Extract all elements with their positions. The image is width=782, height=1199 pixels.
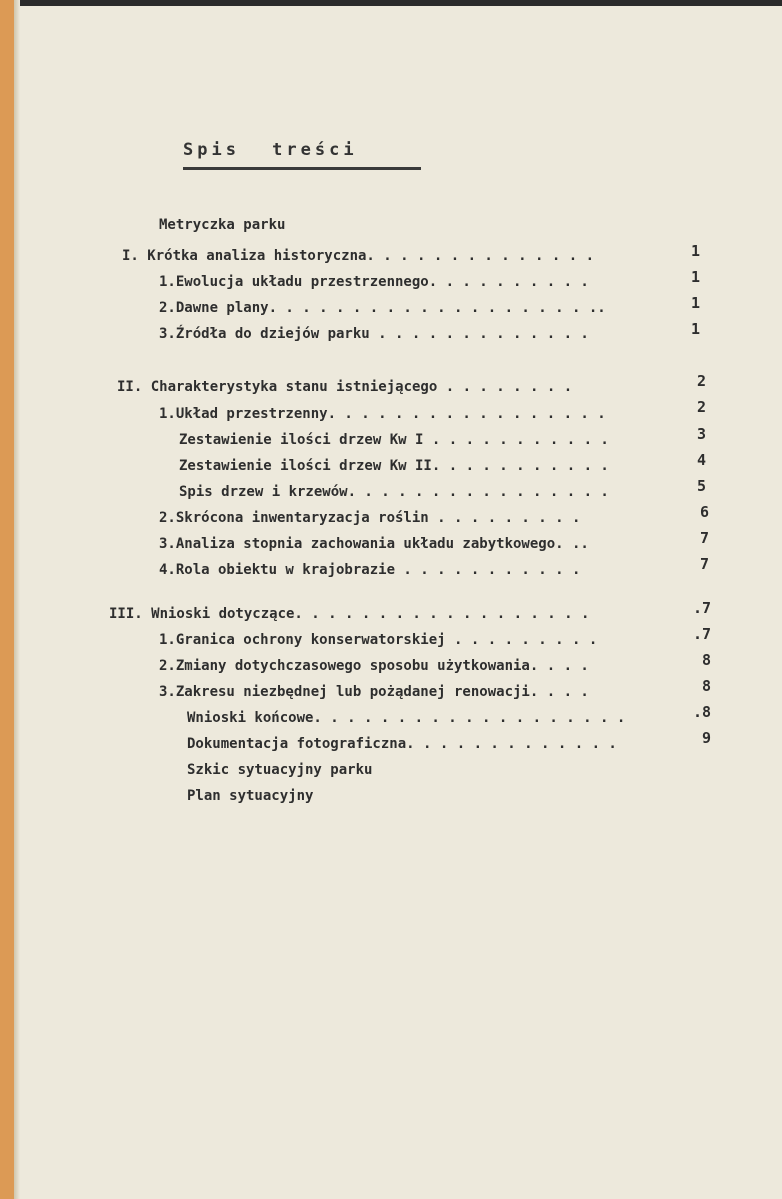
- toc-entry-15: 2.Zmiany dotychczasowego sposobu użytkowania. . . .: [159, 658, 589, 674]
- toc-entry-9: Spis drzew i krzewów. . . . . . . . . . . . . . . .: [179, 484, 609, 500]
- toc-page-9: 5: [696, 477, 706, 495]
- toc-page-3: 1: [690, 294, 700, 312]
- toc-entry-19: Szkic sytuacyjny parku: [187, 762, 373, 778]
- toc-entry-10: 2.Skrócona inwentaryzacja roślin . . . . . . . . .: [159, 510, 581, 526]
- toc-entry-11: 3.Analiza stopnia zachowania układu zabytkowego. ..: [159, 536, 589, 552]
- toc-page-18: 9: [701, 729, 711, 747]
- toc-page-14: .7: [692, 625, 711, 643]
- binding-edge: [0, 0, 14, 1199]
- toc-entry-2: 1.Ewolucja układu przestrzennego. . . . . . . . . .: [159, 274, 589, 290]
- toc-page-1: 1: [690, 242, 700, 260]
- toc-entry-3: 2.Dawne plany. . . . . . . . . . . . . . . . . . . ..: [159, 300, 606, 316]
- toc-entry-13: III. Wnioski dotyczące. . . . . . . . . . . . . . . . . .: [109, 606, 590, 622]
- toc-entry-14: 1.Granica ochrony konserwatorskiej . . . . . . . . .: [159, 632, 598, 648]
- toc-page-11: 7: [699, 529, 709, 547]
- toc-page-4: 1: [690, 320, 700, 338]
- toc-page-2: 1: [690, 268, 700, 286]
- toc-page-5: 2: [696, 372, 706, 390]
- toc-page-17: .8: [692, 703, 711, 721]
- binding-shadow: [14, 0, 20, 1199]
- toc-entry-6: 1.Układ przestrzenny. . . . . . . . . . . . . . . . .: [159, 406, 606, 422]
- toc-page-16: 8: [701, 677, 711, 695]
- toc-entry-16: 3.Zakresu niezbędnej lub pożądanej renowacji. . . .: [159, 684, 589, 700]
- title-underline: [183, 167, 421, 170]
- toc-entry-17: Wnioski końcowe. . . . . . . . . . . . . . . . . . .: [187, 710, 626, 726]
- toc-entry-20: Plan sytuacyjny: [187, 788, 314, 804]
- toc-entry-4: 3.Źródła do dziejów parku . . . . . . . . . . . . .: [159, 326, 589, 342]
- toc-page-13: .7: [692, 599, 711, 617]
- page-top-edge: [0, 0, 782, 6]
- toc-entry-18: Dokumentacja fotograficzna. . . . . . . . . . . . .: [187, 736, 617, 752]
- page-title: Spis treści: [183, 140, 358, 160]
- toc-page-8: 4: [696, 451, 706, 469]
- metryczka-entry: Metryczka parku: [159, 217, 286, 233]
- toc-entry-8: Zestawienie ilości drzew Kw II. . . . . . . . . . .: [179, 458, 609, 474]
- toc-page-15: 8: [701, 651, 711, 669]
- toc-entry-12: 4.Rola obiektu w krajobrazie . . . . . . . . . . .: [159, 562, 581, 578]
- toc-page-10: 6: [699, 503, 709, 521]
- toc-entry-1: I. Krótka analiza historyczna. . . . . . . . . . . . . .: [122, 248, 595, 264]
- toc-entry-5: II. Charakterystyka stanu istniejącego . . . . . . . .: [117, 379, 573, 395]
- toc-page-12: 7: [699, 555, 709, 573]
- toc-entry-7: Zestawienie ilości drzew Kw I . . . . . . . . . . .: [179, 432, 609, 448]
- toc-page-6: 2: [696, 398, 706, 416]
- toc-page-7: 3: [696, 425, 706, 443]
